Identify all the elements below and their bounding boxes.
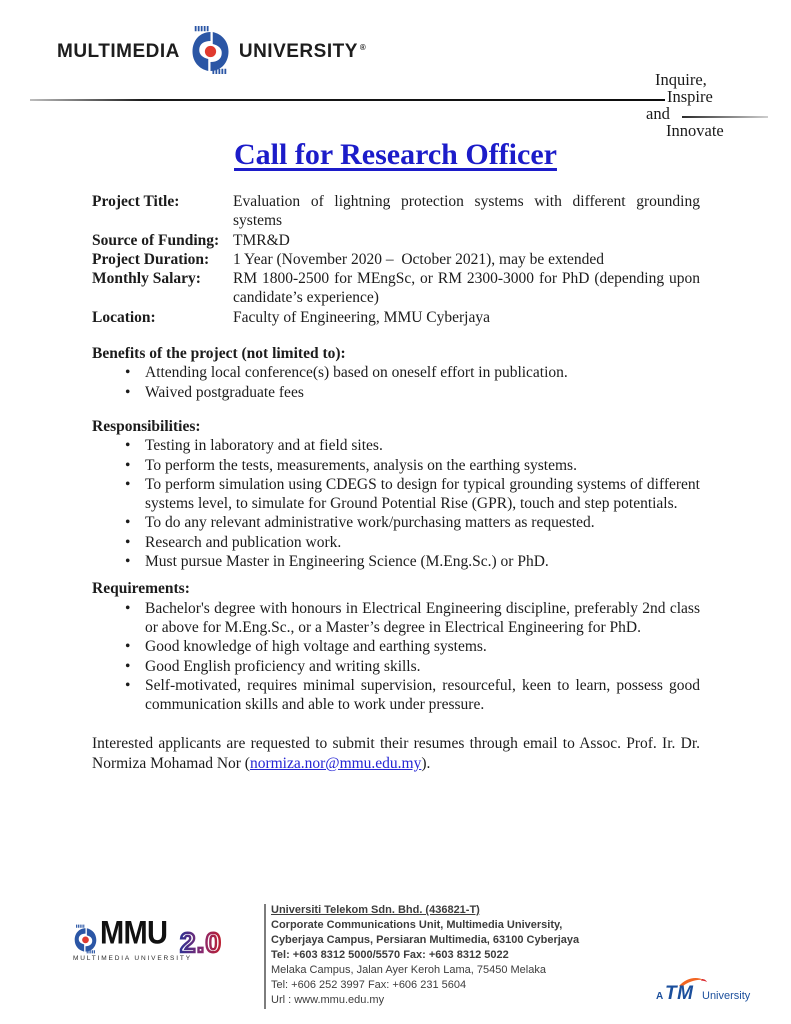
detail-row-location <box>92 308 700 327</box>
bullet-item: • Bachelor's degree with honours in Electrical Engineering discipline, preferably 2nd class or above for M.Eng.Sc., or a Master’s degree in Electrical Engineering for PhD. <box>92 599 700 638</box>
closing-text-before: Interested applicants are requested to submit their resumes through email to Assoc. Prof. Ir. Dr. Normiza Mohamad Nor ( <box>92 735 700 772</box>
svg-text:2.0: 2.0 <box>180 927 222 957</box>
tm-logo-tm: TM <box>665 983 694 1004</box>
detail-value: 1 Year (November 2020 – October 2021), may be extended <box>233 250 605 268</box>
mmu-footer-logo-icon <box>72 918 99 960</box>
tm-logo-a: A <box>656 991 664 1002</box>
detail-value: TMR&D <box>233 231 290 249</box>
project-details <box>92 192 704 327</box>
detail-value: RM 1800-2500 for MEngSc, or RM 2300-3000 for PhD (depending upon candidate’s experience) <box>233 270 704 307</box>
section-heading: Responsibilities: <box>92 417 201 435</box>
tm-university-logo <box>652 976 762 1008</box>
bullet-item: • Attending local conference(s) based on oneself effort in publication. <box>92 363 700 382</box>
logo-word-university: UNIVERSITY ® <box>238 41 367 62</box>
document-body <box>92 192 704 773</box>
detail-row-funding <box>92 231 700 250</box>
mmu-wordmark: MMU <box>100 914 168 952</box>
registered-mark: ® <box>359 42 367 52</box>
section-responsibilities <box>92 417 700 571</box>
bullet-item: • Good English proficiency and writing skills. <box>92 657 700 676</box>
footer-line-melaka-tel: Tel: +606 252 3997 Fax: +606 231 5604 <box>271 979 467 991</box>
tagline-inspire: Inspire <box>667 87 713 106</box>
mmu-header-logo <box>57 28 366 76</box>
section-heading: Requirements: <box>92 580 190 598</box>
section-heading: Benefits of the project (not limited to): <box>92 345 346 363</box>
footer-line: Cyberjaya Campus, Persiaran Multimedia, 63100 Cyberjaya <box>271 934 580 946</box>
detail-label: Project Title: <box>92 193 180 210</box>
footer-line-url: Url : www.mmu.edu.my <box>271 994 385 1006</box>
detail-row-duration <box>92 250 700 269</box>
tagline-innovate: Innovate <box>666 121 724 140</box>
bullet-item: • Research and publication work. <box>92 533 700 552</box>
section-requirements <box>92 579 700 714</box>
detail-label: Source of Funding: <box>92 231 220 249</box>
footer-line-cyberjaya-tel: Tel: +603 8312 5000/5570 Fax: +603 8312 5022 <box>271 949 509 961</box>
footer-company-name: Universiti Telekom Sdn. Bhd. (436821-T) <box>271 904 480 916</box>
detail-value: Evaluation of lightning protection systems with different grounding systems <box>233 193 704 230</box>
bullet-item: • Waived postgraduate fees <box>92 383 700 402</box>
logo-word-multimedia: MULTIMEDIA <box>57 41 180 62</box>
bullet-item: • Testing in laboratory and at field sites. <box>92 436 700 455</box>
mmu-2-0-footer-logo <box>72 914 252 966</box>
bullet-item: • Must pursue Master in Engineering Science (M.Eng.Sc.) or PhD. <box>92 552 700 571</box>
tagline-inquire: Inquire, <box>655 70 707 89</box>
header-rule <box>30 99 665 101</box>
bullet-item: • To perform simulation using CDEGS to design for typical grounding systems of different systems level, to simulate for Ground Potential Rise (GPR), touch and step potentials. <box>92 475 700 514</box>
closing-text-after: ). <box>421 754 431 772</box>
detail-label: Location: <box>92 308 156 326</box>
bullet-item: • Self-motivated, requires minimal supervision, resourceful, keen to learn, possess good communication skills and able to work under pressure. <box>92 676 700 715</box>
bullet-item: • To perform the tests, measurements, analysis on the earthing systems. <box>92 456 700 475</box>
detail-label: Monthly Salary: <box>92 270 201 288</box>
detail-row-project-title <box>92 192 704 231</box>
detail-label: Project Duration: <box>92 250 210 268</box>
email-link[interactable]: normiza.nor@mmu.edu.my <box>249 754 422 772</box>
bullet-item: • To do any relevant administrative work/purchasing matters as requested. <box>92 513 700 532</box>
section-benefits <box>92 344 700 402</box>
tm-logo-university: University <box>702 990 751 1002</box>
closing-paragraph <box>92 734 700 773</box>
tagline-rule <box>682 116 768 118</box>
bullet-item: • Good knowledge of high voltage and earthing systems. <box>92 637 700 656</box>
footer-address-block <box>271 903 641 1008</box>
mmu-footer-subtext: MULTIMEDIA UNIVERSITY <box>73 955 192 962</box>
tagline-and: and <box>646 104 670 123</box>
footer-divider <box>264 904 266 1009</box>
mmu-logo-icon <box>188 26 233 79</box>
footer-line: Corporate Communications Unit, Multimedia University, <box>271 919 563 931</box>
detail-row-salary <box>92 269 704 308</box>
footer-line: Melaka Campus, Jalan Ayer Keroh Lama, 75450 Melaka <box>271 964 546 976</box>
detail-value: Faculty of Engineering, MMU Cyberjaya <box>233 308 490 326</box>
page-title: Call for Research Officer <box>234 138 557 171</box>
